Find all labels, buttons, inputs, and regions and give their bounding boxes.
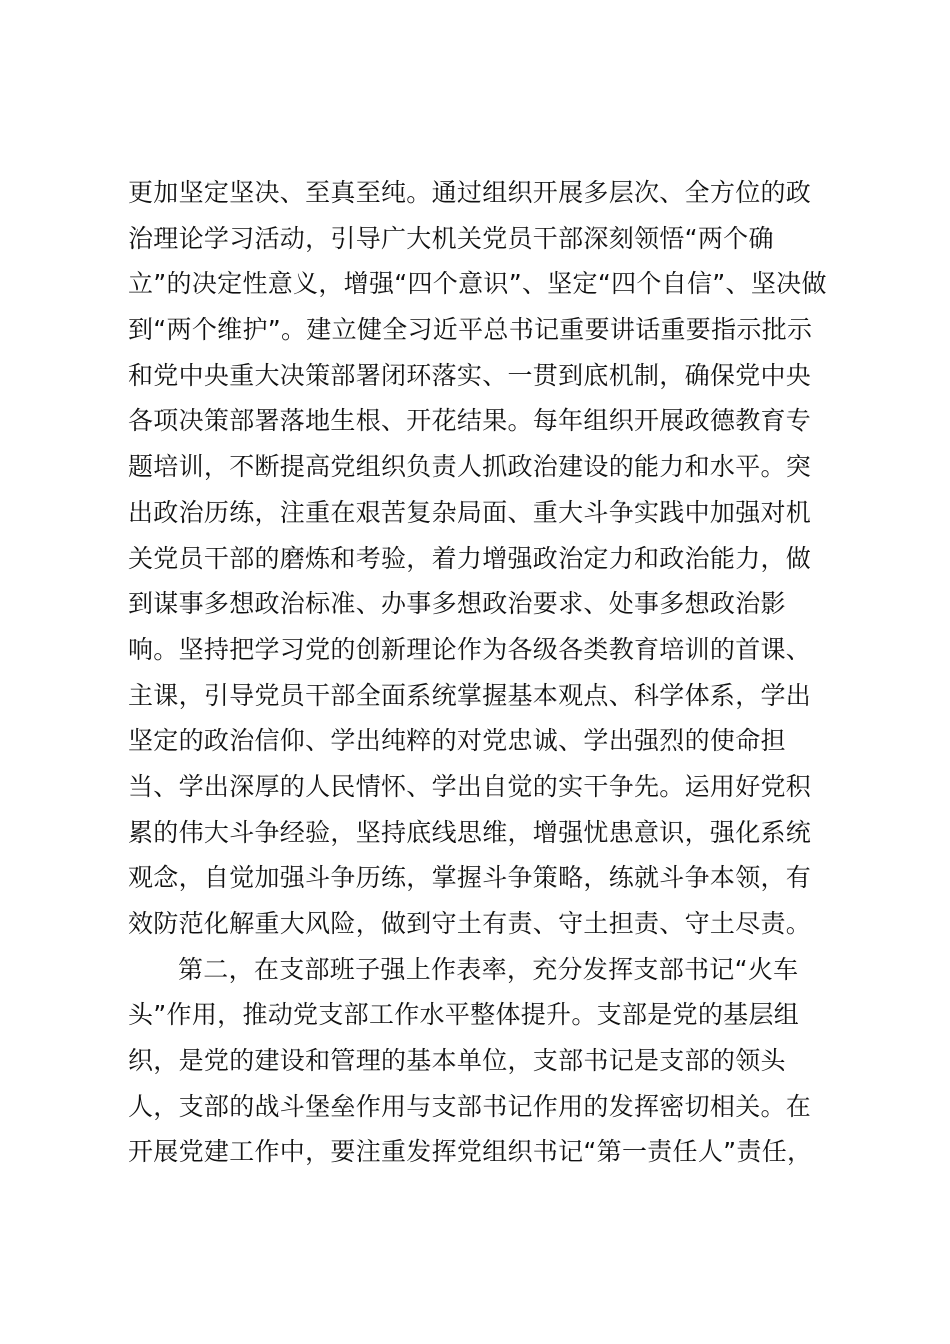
text-line: 开展党建工作中，要注重发挥党组织书记“第一责任人”责任，: [128, 1137, 813, 1167]
text-line: 头”作用，推动党支部工作水平整体提升。支部是党的基层组: [128, 1000, 800, 1030]
text-line: 关党员干部的磨炼和考验，着力增强政治定力和政治能力，做: [128, 543, 812, 573]
text-line: 当、学出深厚的人民情怀、学出自觉的实干争先。运用好党积: [128, 771, 812, 801]
text-line: 织，是党的建设和管理的基本单位，支部书记是支部的领头: [128, 1046, 786, 1076]
text-line: 人，支部的战斗堡垒作用与支部书记作用的发挥密切相关。在: [128, 1091, 812, 1121]
text-line: 治理论学习活动，引导广大机关党员干部深刻领悟“两个确: [128, 223, 774, 253]
text-line: 效防范化解重大风险，做到守土有责、守土担责、守土尽责。: [128, 909, 812, 938]
document-body: [128, 170, 828, 1175]
paragraph-start-line: 第二，在支部班子强上作表率，充分发挥支部书记“火车: [178, 954, 799, 984]
text-line: 累的伟大斗争经验，坚持底线思维，增强忧患意识，强化系统: [128, 817, 812, 847]
text-line: 立”的决定性意义，增强“四个意识”、坚定“四个自信”、坚决做: [128, 269, 827, 299]
text-line: 各项决策部署落地生根、开花结果。每年组织开展政德教育专: [128, 406, 812, 436]
text-line: 到“两个维护”。建立健全习近平总书记重要讲话重要指示批示: [128, 315, 813, 345]
text-line: 坚定的政治信仰、学出纯粹的对党忠诚、学出强烈的使命担: [128, 726, 786, 756]
text-line: 出政治历练，注重在艰苦复杂局面、重大斗争实践中加强对机: [128, 497, 812, 527]
text-line: 到谋事多想政治标准、办事多想政治要求、处事多想政治影: [128, 589, 786, 619]
text-line: 和党中央重大决策部署闭环落实、一贯到底机制，确保党中央: [128, 360, 812, 390]
text-line: 题培训，不断提高党组织负责人抓政治建设的能力和水平。突: [128, 452, 812, 482]
text-line: 观念，自觉加强斗争历练，掌握斗争策略，练就斗争本领，有: [128, 863, 812, 893]
text-line: 主课，引导党员干部全面系统掌握基本观点、科学体系，学出: [128, 680, 812, 710]
text-line: 响。坚持把学习党的创新理论作为各级各类教育培训的首课、: [128, 634, 812, 664]
text-line: 更加坚定坚决、至真至纯。通过组织开展多层次、全方位的政: [128, 178, 812, 207]
